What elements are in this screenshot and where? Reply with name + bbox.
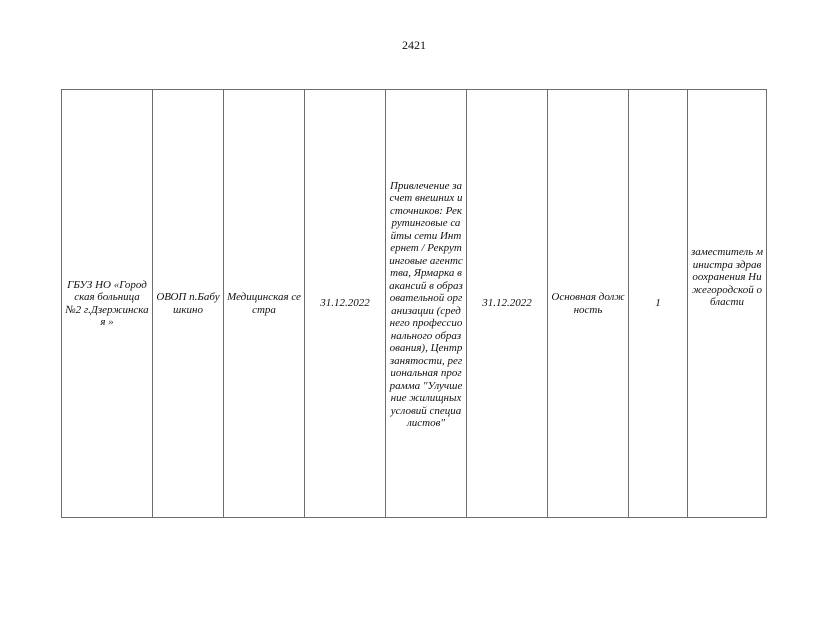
source-text: Привлечение за счет внешних источников: Рекрутинговые сайты сети Интернет / Рекрутинговые агентства, Ярмарка вакансий в образовательной организации (среднего профессионального образования), Центр занятости, региональная программа "Улучшение жилищных условий специалистов" — [389, 179, 463, 429]
position-cell — [224, 90, 305, 518]
responsible-text: заместитель министра здравоохранения Нижегородской области — [691, 246, 763, 309]
date-cell — [305, 90, 386, 518]
staffing-table — [61, 89, 767, 518]
page-number: 2421 — [402, 38, 426, 52]
deadline-text: 31.12.2022 — [482, 297, 532, 310]
organization-text: ГБУЗ НО «Городская больница №2 г.Дзержинская » — [65, 278, 149, 328]
deadline-cell — [467, 90, 548, 518]
position-type-text: Основная должность — [551, 291, 625, 316]
position-text: Медицинская сестра — [227, 291, 301, 316]
responsible-cell — [688, 90, 767, 518]
quantity-cell — [629, 90, 688, 518]
date-text: 31.12.2022 — [320, 297, 370, 310]
unit-cell — [153, 90, 224, 518]
quantity-text: 1 — [655, 297, 661, 310]
source-cell — [386, 90, 467, 518]
table-row — [62, 90, 767, 518]
position-type-cell — [548, 90, 629, 518]
organization-cell — [62, 90, 153, 518]
unit-text: ОВОП п.Бабушкино — [156, 291, 220, 316]
